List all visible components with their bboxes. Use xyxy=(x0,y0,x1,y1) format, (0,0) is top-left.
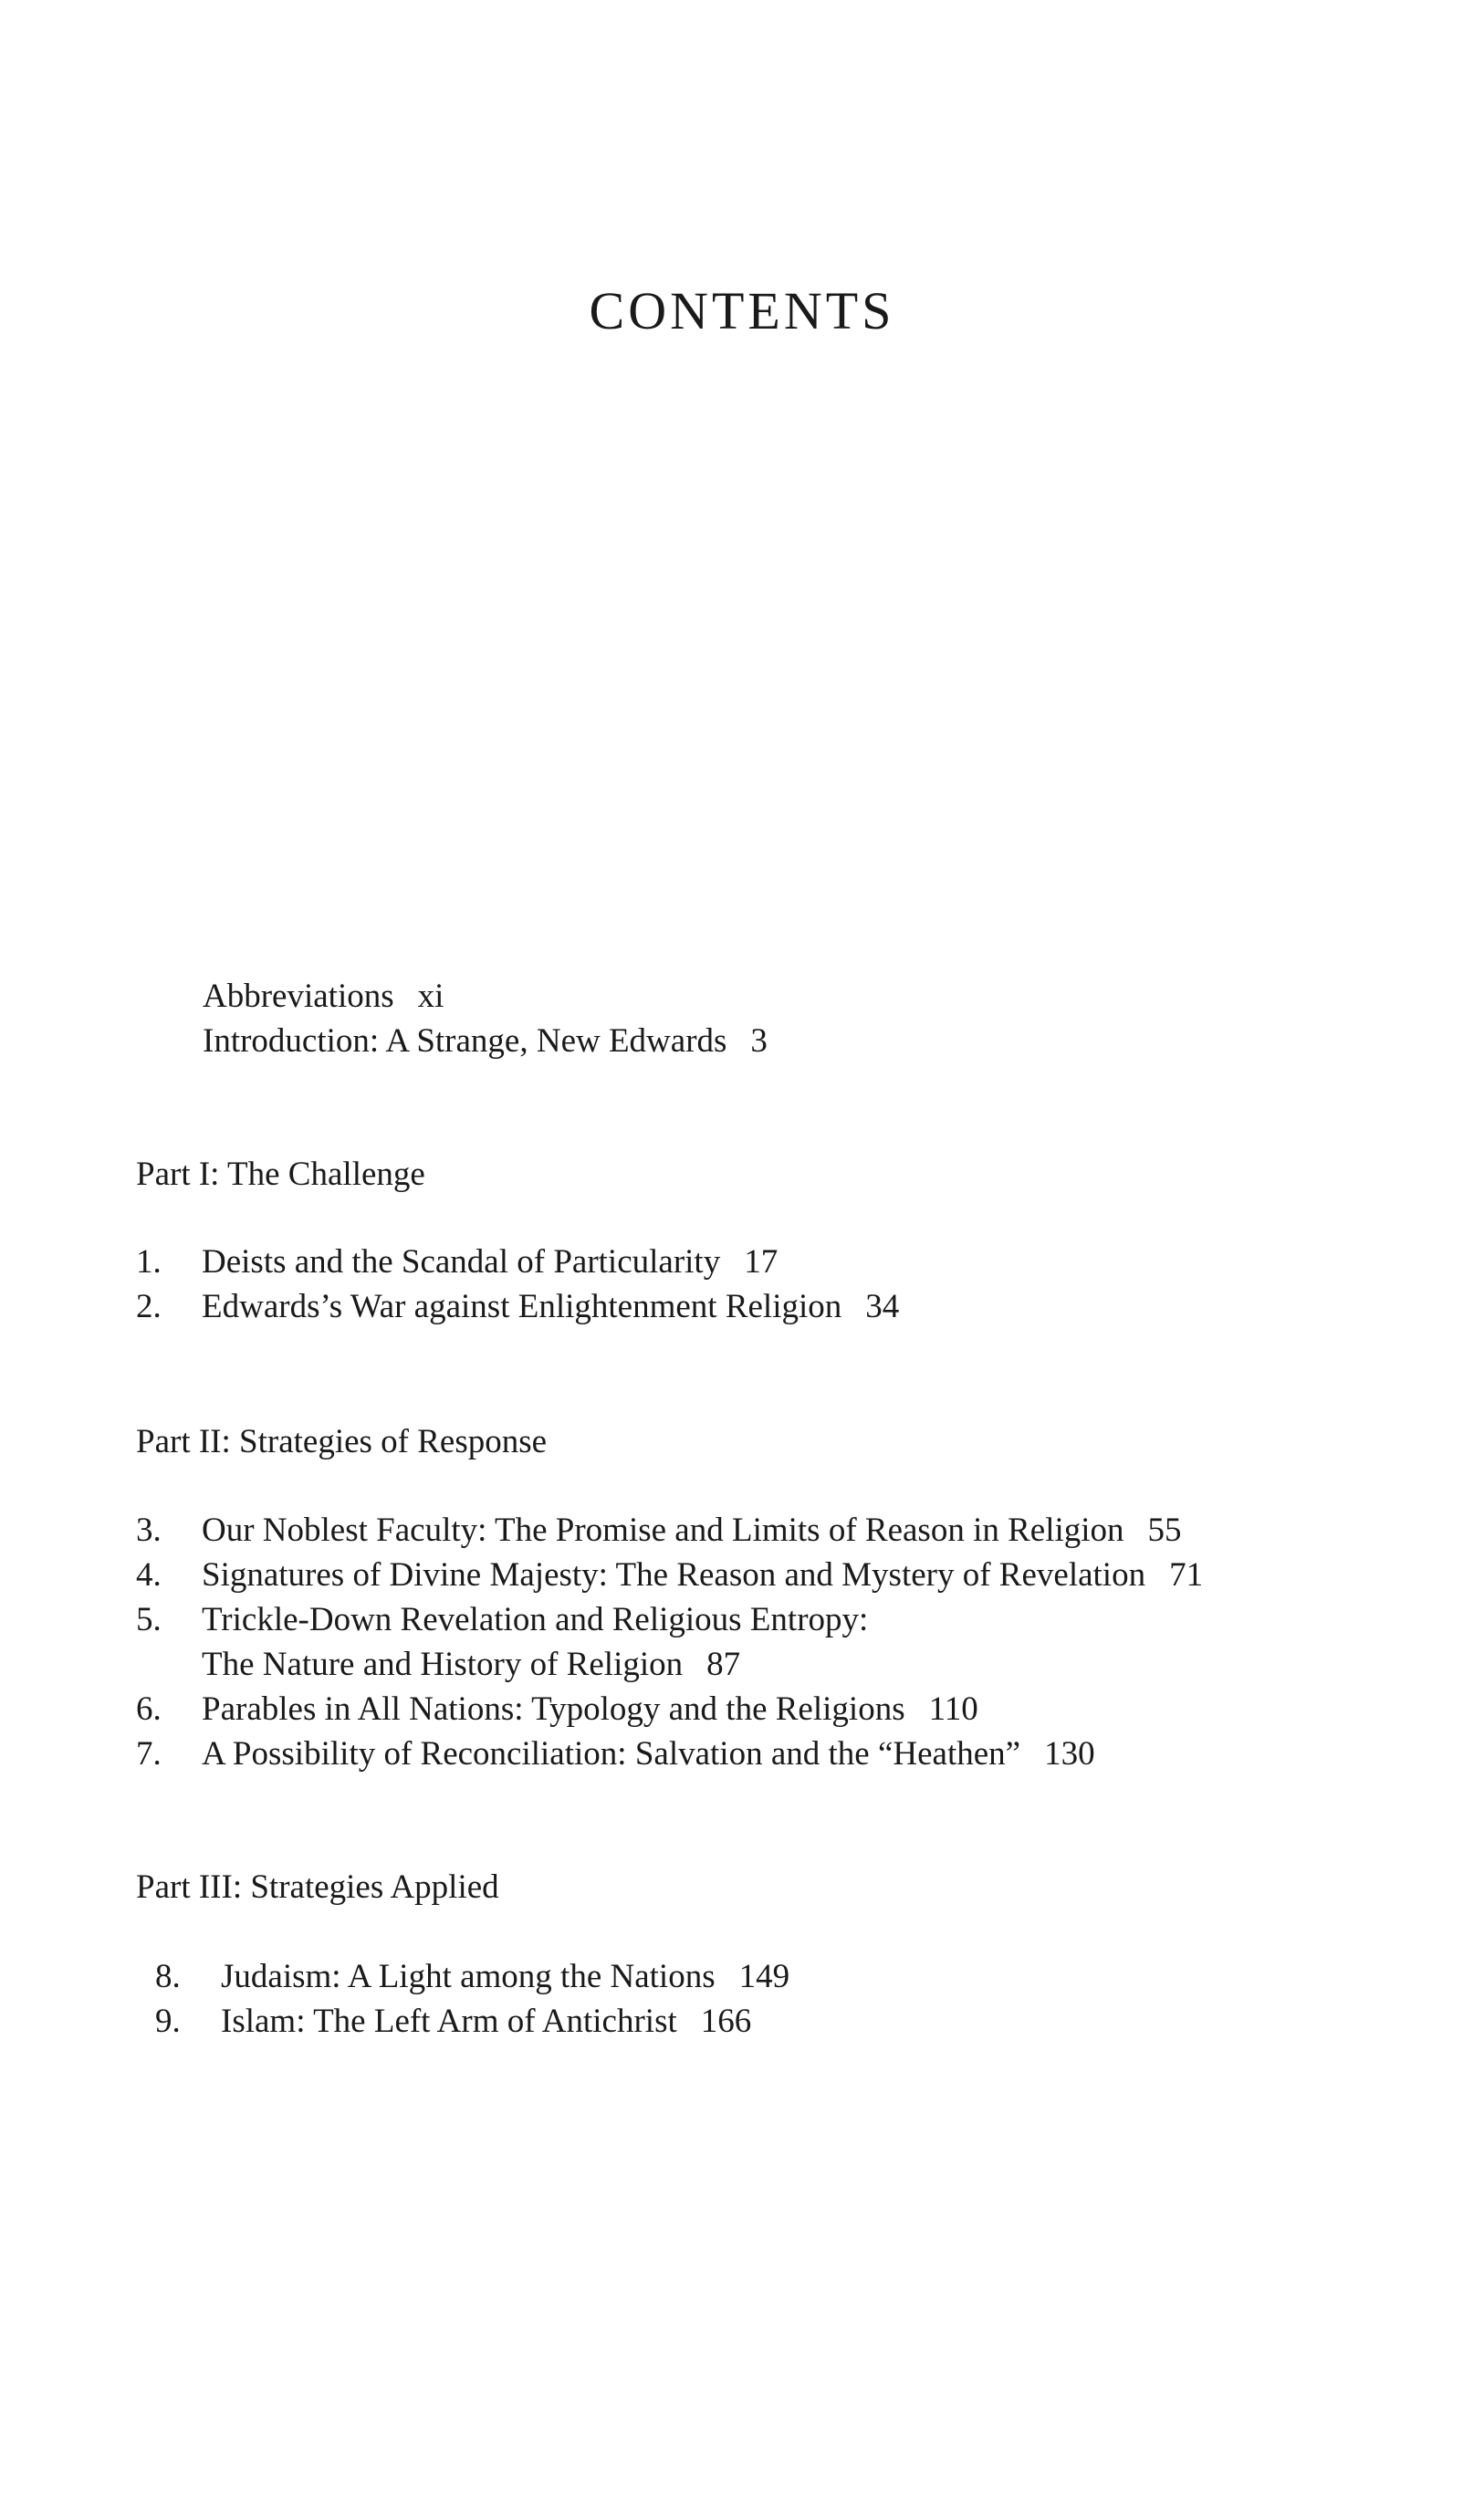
entry-page: 130 xyxy=(1044,1735,1095,1773)
entry-title: Judaism: A Light among the Nations xyxy=(221,1958,716,1995)
entry-page: 3 xyxy=(750,1022,768,1060)
entry-page: 87 xyxy=(706,1646,741,1683)
entry-title: Introduction: A Strange, New Edwards xyxy=(203,1022,727,1060)
chapter-number: 4. xyxy=(136,1556,162,1594)
toc-entry-chapter-3[interactable] xyxy=(136,1509,1182,1553)
toc-entry-chapter-5[interactable] xyxy=(136,1598,868,1642)
chapter-number: 7. xyxy=(136,1735,162,1773)
entry-title: Parables in All Nations: Typology and the Religions xyxy=(202,1690,905,1728)
entry-page: 110 xyxy=(928,1690,978,1728)
entry-title: Trickle-Down Revelation and Religious Entropy: xyxy=(202,1601,869,1638)
entry-page: xi xyxy=(417,978,444,1015)
entry-title: A Possibility of Reconciliation: Salvation and the “Heathen” xyxy=(202,1735,1021,1773)
chapter-number: 9. xyxy=(155,2003,181,2040)
part-heading-1: Part I: The Challenge xyxy=(136,1156,425,1193)
entry-page: 17 xyxy=(744,1243,779,1281)
toc-entry-chapter-9[interactable] xyxy=(155,2000,751,2044)
toc-entry-chapter-7[interactable] xyxy=(136,1732,1095,1776)
toc-entry-abbreviations[interactable] xyxy=(203,975,444,1019)
entry-page: 55 xyxy=(1147,1512,1182,1549)
entry-title: Signatures of Divine Majesty: The Reason and Mystery of Revelation xyxy=(202,1556,1146,1594)
entry-title-continued: The Nature and History of Religion xyxy=(202,1646,684,1683)
chapter-number: 2. xyxy=(136,1288,162,1325)
entry-page: 166 xyxy=(700,2003,752,2040)
part-heading-3: Part III: Strategies Applied xyxy=(136,1868,499,1906)
chapter-number: 6. xyxy=(136,1690,162,1728)
toc-entry-chapter-6[interactable] xyxy=(136,1688,978,1732)
toc-entry-introduction[interactable] xyxy=(203,1020,768,1063)
chapter-number: 8. xyxy=(155,1958,181,1995)
chapter-number: 5. xyxy=(136,1601,162,1638)
part-heading-2: Part II: Strategies of Response xyxy=(136,1423,548,1460)
entry-title: Islam: The Left Arm of Antichrist xyxy=(221,2003,677,2040)
entry-title: Edwards’s War against Enlightenment Religion xyxy=(202,1288,842,1325)
toc-entry-chapter-1[interactable] xyxy=(136,1240,778,1284)
entry-page: 71 xyxy=(1169,1556,1204,1594)
entry-page: 34 xyxy=(865,1288,900,1325)
page-title: CONTENTS xyxy=(589,280,895,340)
entry-title: Deists and the Scandal of Particularity xyxy=(202,1243,721,1281)
chapter-number: 1. xyxy=(136,1243,162,1281)
entry-page: 149 xyxy=(738,1958,790,1995)
toc-entry-chapter-4[interactable] xyxy=(136,1554,1203,1597)
chapter-number: 3. xyxy=(136,1512,162,1549)
entry-title: Our Noblest Faculty: The Promise and Limits of Reason in Religion xyxy=(202,1512,1124,1549)
entry-title: Abbreviations xyxy=(203,978,394,1015)
toc-entry-chapter-8[interactable] xyxy=(155,1955,789,1999)
toc-entry-chapter-5-cont[interactable] xyxy=(202,1643,740,1687)
toc-entry-chapter-2[interactable] xyxy=(136,1285,899,1329)
